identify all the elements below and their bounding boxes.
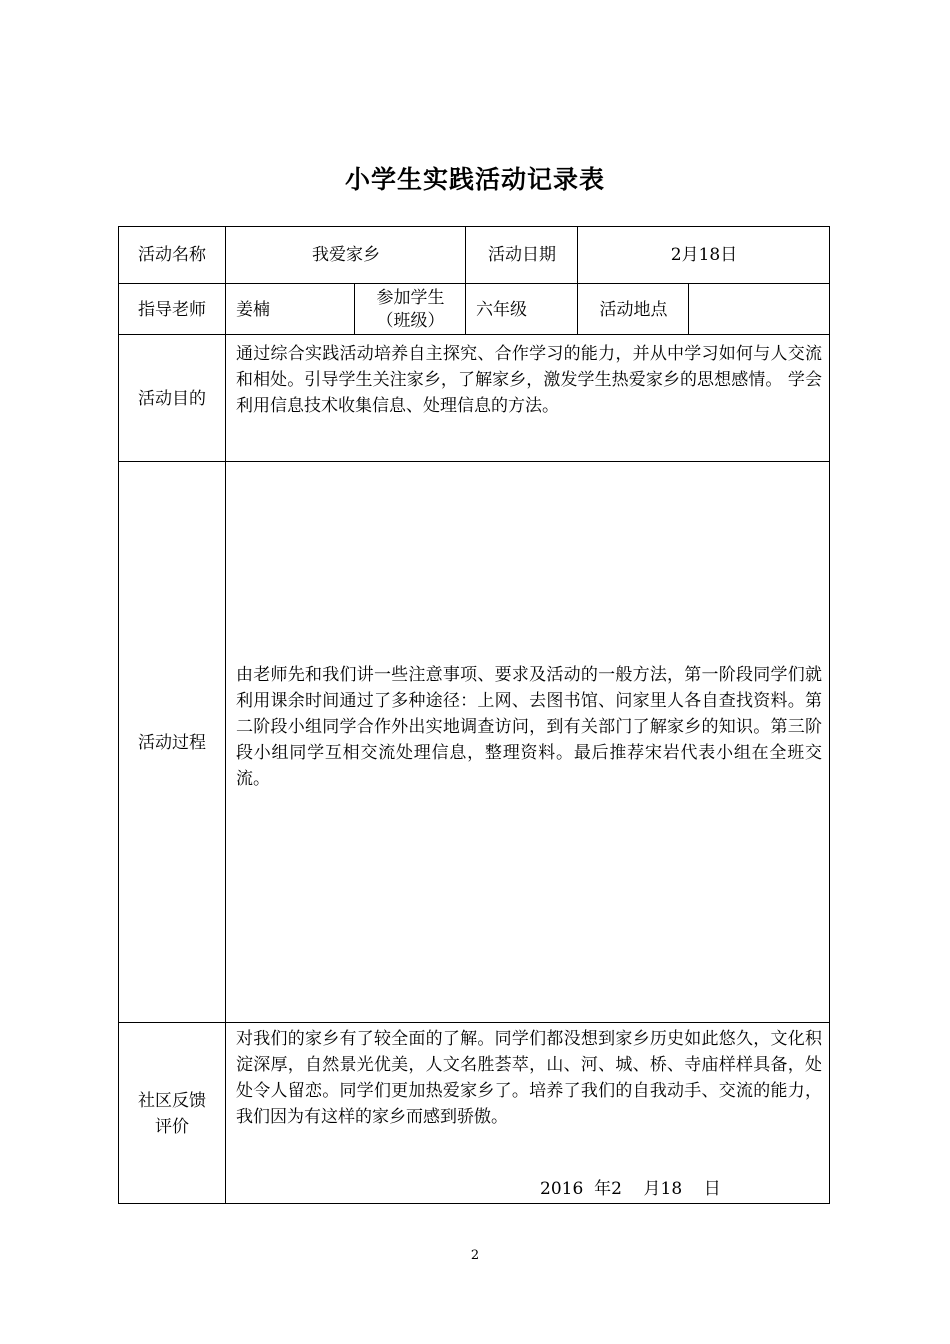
feedback-label-line2: 评价 — [155, 1116, 189, 1137]
activity-date-value: 2月18日 — [670, 245, 738, 265]
students-value: 六年级 — [476, 299, 527, 320]
students-label — [355, 284, 466, 335]
feedback-label — [118, 1023, 226, 1204]
students-label-line2: （班级） — [376, 310, 445, 331]
purpose-label: 活动目的 — [138, 388, 206, 409]
feedback-label-line1: 社区反馈 — [138, 1090, 206, 1111]
activity-date-label: 活动日期 — [488, 245, 556, 265]
page-number: 2 — [470, 1248, 480, 1263]
location-label: 活动地点 — [599, 299, 668, 320]
feedback-date: 2016 年2 月18 日 — [540, 1179, 721, 1199]
teacher-label: 指导老师 — [138, 299, 206, 320]
process-text: 由老师先和我们讲一些注意事项、要求及活动的一般方法，第一阶段同学们就利用课余时间通过了多种途径：上网、去图书馆、问家里人各自查找资料。第二阶段小组同学合作外出实地调查访问，到有关部门了解家乡的知识。第三阶段小组同学互相交流处理信息，整理资料。最后推荐宋岩代表小组在全班交流。 — [236, 665, 822, 789]
students-label-line1: 参加学生 — [376, 287, 445, 308]
activity-name-label: 活动名称 — [138, 245, 206, 265]
document-title: 小学生实践活动记录表 — [344, 165, 605, 194]
purpose-text: 通过综合实践活动培养自主探究、合作学习的能力，并从中学习如何与人交流和相处。引导学生关注家乡，了解家乡，激发学生热爱家乡的思想感情。 学会利用信息技术收集信息、处理信息的方法。 — [236, 344, 822, 416]
feedback-text: 对我们的家乡有了较全面的了解。同学们都没想到家乡历史如此悠久，文化积淀深厚，自然景光优美，人文名胜荟萃，山、河、城、桥、寺庙样样具备，处处令人留恋。同学们更加热爱家乡了。培养了我们的自我动手、交流的能力， 我们因为有这样的家乡而感到骄傲。 — [236, 1029, 822, 1127]
process-label: 活动过程 — [138, 732, 206, 753]
location-value — [689, 284, 830, 335]
teacher-value: 姜楠 — [236, 299, 270, 320]
activity-name-value: 我爱家乡 — [312, 245, 380, 265]
